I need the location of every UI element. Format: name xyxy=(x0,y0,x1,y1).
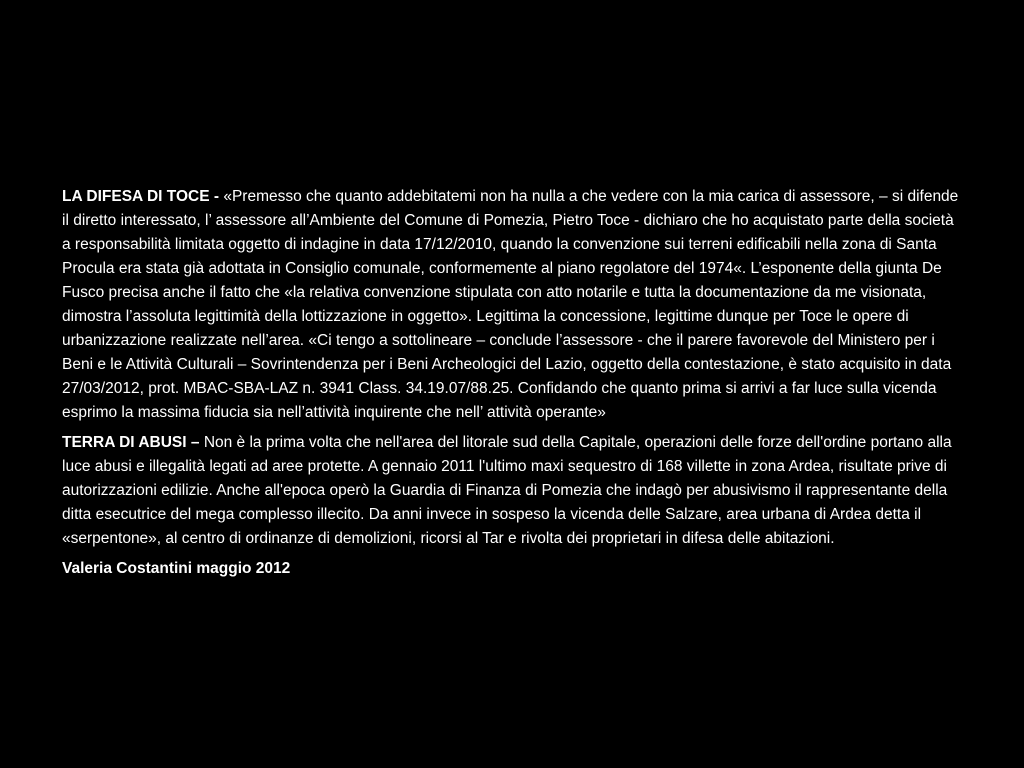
paragraph-heading: LA DIFESA DI TOCE - xyxy=(62,188,224,205)
paragraph-body: «Premesso che quanto addebitatemi non ha nulla a che vedere con la mia carica di assessore, – si difende il diretto interessato, l’ assessore all’Ambiente del Comune di Pomezia, Pietro Toce - dichiaro che ho acquistato parte della società a responsabilità limitata oggetto di indagine in data 17/12/2010, quando la convenzione sui terreni edificabili nella zona di Santa Procula era stata già adottata in Consiglio comunale, conformemente al piano regolatore del 1974«. L’esponente della giunta De Fusco precisa anche il fatto che «la relativa convenzione stipulata con atto notarile e tutta la documentazione da me visionata, dimostra l’assoluta legittimità della lottizzazione in oggetto». Legittima la concessione, legittime dunque per Toce le opere di urbanizzazione realizzate nell’area. «Ci tengo a sottolineare – conclude l’assessore - che il parere favorevole del Ministero per i Beni e le Attività Culturali – Sovrintendenza per i Beni Archeologici del Lazio, oggetto della contestazione, è stato acquisito in data 27/03/2012, prot. MBAC-SBA-LAZ n. 3941 Class. 34.19.07/88.25. Confidando che quanto prima si arrivi a far luce sulla vicenda esprimo la massima fiducia sia nell’attività inquirente che nell’ attività operante» xyxy=(62,188,959,421)
author-signature: Valeria Costantini maggio 2012 xyxy=(62,560,291,577)
slide-text-box xyxy=(62,185,962,587)
paragraph-terra-di-abusi xyxy=(62,431,962,551)
paragraph-heading: TERRA DI ABUSI – xyxy=(62,434,204,451)
paragraph-la-difesa-di-toce xyxy=(62,185,962,425)
paragraph-body: Non è la prima volta che nell'area del litorale sud della Capitale, operazioni delle forze dell'ordine portano alla luce abusi e illegalità legati ad aree protette. A gennaio 2011 l'ultimo maxi sequestro di 168 villette in zona Ardea, risultate prive di autorizzazioni edilizie. Anche all'epoca operò la Guardia di Finanza di Pomezia che indagò per abusivismo il rappresentante della ditta esecutrice del mega complesso illecito. Da anni invece in sospeso la vicenda delle Salzare, area urbana di Ardea detta il «serpentone», al centro di ordinanze di demolizioni, ricorsi al Tar e rivolta dei proprietari in difesa delle abitazioni. xyxy=(62,434,952,547)
